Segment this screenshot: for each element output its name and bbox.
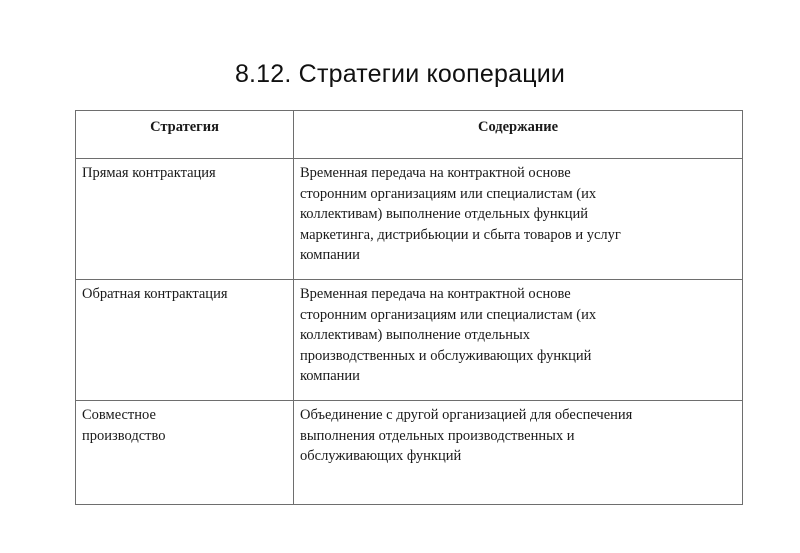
strategy-name: Обратная контрактация (82, 286, 228, 302)
strategy-cell (76, 280, 294, 401)
strategy-description: Временная передача на контрактной основе сторонним организациям или специалистам (их коллективам) выполнение отдельных производственных и обслуживающих функций компании (300, 286, 597, 384)
strategy-name: Прямая контрактация (82, 165, 216, 181)
table-header-row (76, 111, 743, 159)
content-cell (294, 280, 743, 401)
strategy-cell (76, 159, 294, 280)
column-header-content: Содержание (294, 111, 743, 159)
strategy-description: Временная передача на контрактной основе сторонним организациям или специалистам (их коллективам) выполнение отдельных функций маркетинга, дистрибьюции и сбыта товаров и услуг компании (300, 165, 621, 263)
strategies-table (75, 110, 743, 505)
table-row (76, 159, 743, 280)
page-title: 8.12. Стратегии кооперации (234, 60, 566, 88)
table-row (76, 401, 743, 505)
content-cell (294, 159, 743, 280)
strategy-name: Совместное производство (82, 407, 166, 444)
content-cell (294, 401, 743, 505)
table-row (76, 280, 743, 401)
strategy-cell (76, 401, 294, 505)
column-header-strategy: Стратегия (76, 111, 294, 159)
strategy-description: Объединение с другой организацией для обеспечения выполнения отдельных производственных и обслуживающих функций (300, 407, 633, 464)
